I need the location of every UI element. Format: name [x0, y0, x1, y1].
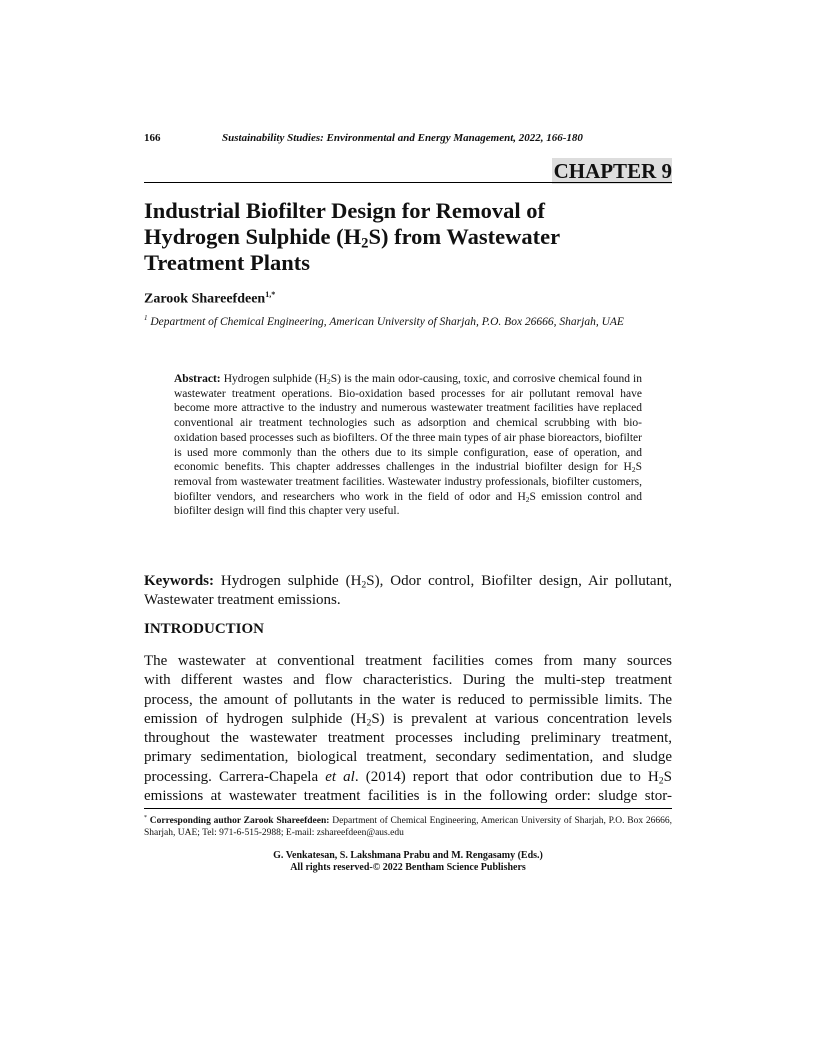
introduction-paragraph	[144, 652, 672, 806]
author	[144, 290, 275, 308]
title-line-3: Treatment Plants	[144, 250, 311, 275]
journal-title: Sustainability Studies: Environmental and Energy Management	[222, 132, 514, 144]
rights: All rights reserved-© 2022 Bentham Science Publishers	[290, 862, 526, 873]
keywords-label: Keywords:	[144, 573, 214, 589]
abstract: Abstract: Hydrogen sulphide $(H_2S)$ is the main odor-causing, toxic, and corrosive chemical found in wastewater treatment operations. Bio-oxidation based processes for air pollutant removal have become more attractive to the industry and numerous wastewater treatment facilities have replaced conventional air treatment technologies such as adsorption and chemical scrubbing with bio-oxidation based processes such as biofilters. Of the three main types of air phase bioreactors, biofilter is used more commonly than the others due to its simple configuration, ease of operation, and economic benefits. This chapter addresses challenges in the industrial biofilter design for $H_2S$ removal from wastewater treatment facilities. Wastewater industry professionals, biofilter customers, biofilter vendors, and researchers who work in the field of odor and $H_2S$ emission control and biofilter design will find this chapter very useful.	[174, 373, 642, 518]
paragraph-line: throughout the wastewater treatment processes including preliminary treatment,	[144, 730, 672, 747]
keywords: Keywords: Hydrogen sulphide $(H_2S)$, Odor control, Biofilter design, Air pollutant, Wastewater treatment emissions.	[144, 573, 672, 608]
title-line-2: Hydrogen Sulphide $(H_2S)$ from Wastewater	[144, 224, 561, 252]
paragraph-line: emissions at wastewater treatment facilities is in the following order: sludge stor-	[144, 788, 672, 805]
author-name: Zarook Shareefdeen	[144, 291, 266, 307]
affiliation: $^1$ Department of Chemical Engineering, American University of Sharjah, P.O. Box 26666, Sharjah, UAE	[144, 314, 624, 328]
paragraph-line: process, the amount of pollutants in the water is reduced to permissible limits. The	[144, 691, 672, 708]
footnote-divider	[144, 808, 672, 809]
author-marker: 1,*	[265, 290, 276, 299]
abstract-label: Abstract:	[174, 373, 221, 385]
paragraph-line: processing. Carrera-Chapela et al. (2014) report that odor contribution due to $H_2S$	[144, 768, 672, 787]
chapter-title	[144, 198, 672, 276]
footnote: * Corresponding author Zarook Shareefdeen: Department of Chemical Engineering, American University of Sharjah, P.O. Box 26666, Sharjah, UAE; Tel: 971-6-515-2988; E-mail: zshareefdeen@aus.edu	[144, 815, 673, 839]
paragraph-line: primary sedimentation, biological treatment, secondary sedimentation, and sludge	[144, 749, 672, 766]
paragraph-line: with different wastes and flow characteristics. During the multi-step treatment	[144, 672, 672, 689]
chapter-divider	[144, 182, 672, 183]
section-heading-introduction: INTRODUCTION	[144, 621, 265, 637]
footnote-label: Corresponding author Zarook Shareefdeen:	[147, 816, 330, 827]
paragraph-line: The wastewater at conventional treatment facilities comes from many sources	[144, 653, 672, 669]
publisher-info	[144, 850, 672, 874]
title-line-1: Industrial Biofilter Design for Removal of	[144, 198, 546, 223]
chapter-label: CHAPTER 9	[553, 159, 672, 183]
journal-year-pages: , 2022, 166-180	[513, 132, 583, 144]
page-number: 166	[144, 132, 161, 144]
editors: G. Venkatesan, S. Lakshmana Prabu and M. Rengasamy (Eds.)	[273, 850, 543, 861]
paragraph-line: emission of hydrogen sulphide $(H_2S)$ is prevalent at various concentration levels	[144, 710, 672, 729]
